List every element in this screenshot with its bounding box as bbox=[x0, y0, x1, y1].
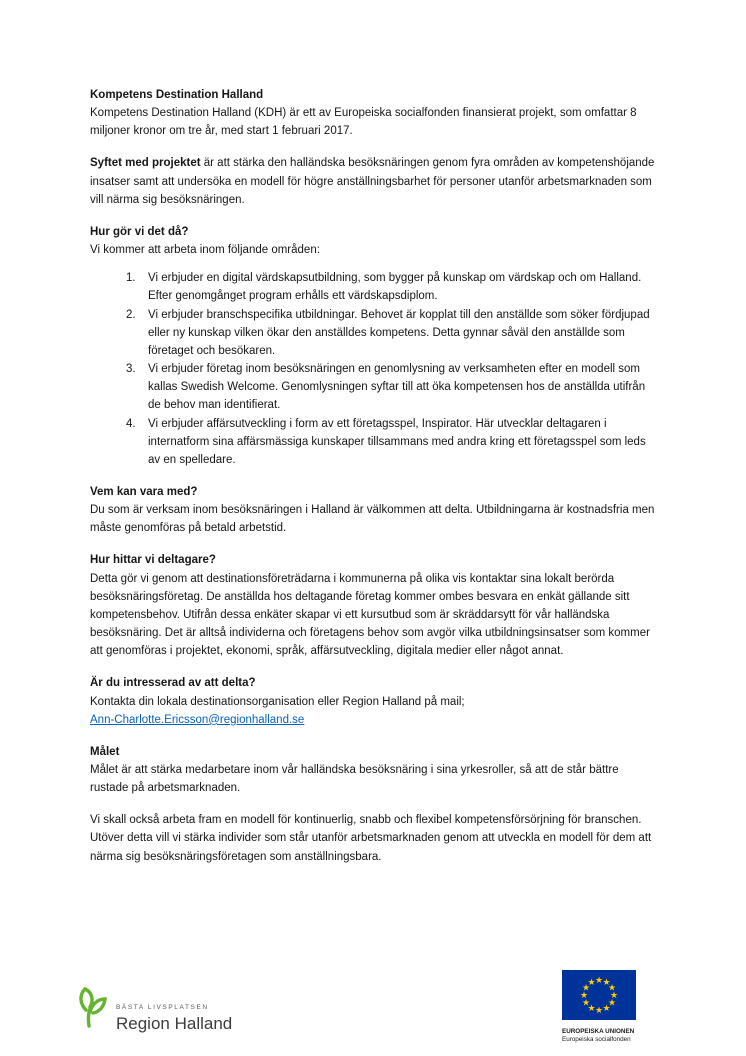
list-item bbox=[126, 269, 657, 305]
section-malet bbox=[90, 743, 657, 866]
svg-text:★: ★ bbox=[581, 983, 591, 994]
svg-text:★: ★ bbox=[581, 998, 591, 1009]
section-syfte bbox=[90, 154, 657, 208]
section-syfte-text: är att stärka den halländska besöksnäringen genom fyra områden av kompetenshöjande insatser samt att undersöka en modell för högre anställningsbarhet för personer utanför arbetsmarknaden som vill närma sig besöksnäringen. bbox=[90, 157, 655, 206]
region-halland-text bbox=[116, 1003, 232, 1034]
region-halland-logo bbox=[76, 986, 232, 1034]
numbered-list bbox=[90, 269, 657, 469]
list-item-number: 1. bbox=[126, 272, 136, 285]
section-syfte-paragraph bbox=[90, 154, 657, 208]
section-intresserad bbox=[90, 674, 657, 728]
list-item-number: 4. bbox=[126, 417, 136, 430]
svg-text:★: ★ bbox=[594, 1006, 604, 1017]
list-item bbox=[126, 306, 657, 360]
eu-logo-block bbox=[562, 970, 642, 1044]
section-vem-paragraph: Du som är verksam inom besöksnäringen i Halland är välkommen att delta. Utbildningarna är kostnadsfria men måste genomföras på betald arbetstid. bbox=[90, 504, 655, 535]
svg-text:★: ★ bbox=[587, 1004, 596, 1015]
svg-text:★: ★ bbox=[594, 976, 604, 987]
section-syfte-lead: Syftet med projektet bbox=[90, 157, 201, 170]
svg-text:★: ★ bbox=[602, 978, 611, 989]
list-item-text: Vi erbjuder branschspecifika utbildningar. Behovet är kopplat till den anställde som söker fördjupad eller ny kunskap vilken ökar den anställdes kompetens. Detta gynnar såväl den anställde som företaget och besökaren. bbox=[148, 308, 650, 357]
section-intro-heading: Kompetens Destination Halland bbox=[90, 89, 264, 101]
region-halland-tagline: BÄSTA LIVSPLATSEN bbox=[116, 1003, 209, 1011]
section-vem bbox=[90, 483, 657, 537]
list-item bbox=[126, 360, 657, 414]
section-hur-heading: Hur gör vi det då? bbox=[90, 225, 189, 238]
eu-union-label: EUROPEISKA UNIONEN bbox=[562, 1028, 635, 1036]
section-malet-paragraph-2: Vi skall också arbeta fram en modell för kontinuerlig, snabb och flexibel kompetensförsörjning för branschen. Utöver detta vill vi stärka individer som står utanför arbetsmarknaden genom att utveckla en modell för dem att närma sig besöksnäringsföretagen som anställningsbara. bbox=[90, 814, 652, 863]
list-item-text: Vi erbjuder en digital värdskapsutbildning, som bygger på kunskap om värdskap och om Halland. Efter genomgånget program erhålls ett värdskapsdiplom. bbox=[148, 272, 642, 303]
list-item-text: Vi erbjuder affärsutveckling i form av ett företagsspel, Inspirator. Här utvecklar deltagaren i internatform sina affärsmässiga kunskaper tillsammans med andra kring ett företagsspel som leds av en spelledare. bbox=[148, 417, 646, 466]
list-item-text: Vi erbjuder företag inom besöksnäringen en genomlysning av verksamheten efter en modell som kallas Swedish Welcome. Genomlysningen syftar till att öka kompetensen hos de anställda utifrån de behov man identifierat. bbox=[148, 363, 646, 412]
list-item-number: 2. bbox=[126, 308, 136, 321]
list-item bbox=[126, 415, 657, 469]
section-hittar-heading: Hur hittar vi deltagare? bbox=[90, 554, 216, 567]
section-hur bbox=[90, 223, 657, 469]
section-hittar bbox=[90, 551, 657, 660]
section-intresserad-heading: Är du intresserad av att delta? bbox=[90, 677, 256, 690]
section-hittar-paragraph: Detta gör vi genom att destinationsföreträdarna i kommunerna på olika vis kontaktar sina lokalt berörda besöksnäringsföretag. De anställda hos deltagande företag kommer ombes besvara en enkät gällande sitt kompetensbehov. Utifrån dessa enkäter skapar vi ett kursutbud som är skräddarsytt för vår halländska besöksnäring. Det är alltså individerna och företagens behov som avgör vilka utbildningsinsatser som kommer att genomföras i projektet, ekonomi, språk, affärsutveckling, digitala medier eller något annat. bbox=[90, 572, 650, 658]
svg-text:★: ★ bbox=[587, 978, 596, 989]
section-vem-heading: Vem kan vara med? bbox=[90, 485, 198, 498]
region-halland-mark-icon bbox=[76, 986, 108, 1034]
document-body bbox=[90, 86, 657, 880]
list-item-number: 3. bbox=[126, 363, 136, 376]
region-halland-name: Region Halland bbox=[116, 1014, 233, 1033]
eu-text bbox=[562, 1028, 642, 1044]
section-intro-paragraph: Kompetens Destination Halland (KDH) är ett av Europeiska socialfonden finansierat projekt, som omfattar 8 miljoner kronor om tre år, med start 1 februari 2017. bbox=[90, 107, 637, 138]
eu-socialfond-label: Europeiska socialfonden bbox=[562, 1036, 631, 1044]
page-footer bbox=[0, 966, 746, 1056]
section-malet-paragraph-1: Målet är att stärka medarbetare inom vår halländska besöksnäring i sina yrkesroller, så att de står bättre rustade på arbetsmarknaden. bbox=[90, 764, 619, 795]
section-intresserad-paragraph: Kontakta din lokala destinationsorganisation eller Region Halland på mail; bbox=[90, 695, 465, 708]
eu-flag-icon bbox=[562, 970, 642, 1026]
section-intro bbox=[90, 86, 657, 140]
svg-text:★: ★ bbox=[609, 991, 619, 1002]
section-malet-heading: Målet bbox=[90, 745, 120, 758]
svg-text:★: ★ bbox=[579, 991, 589, 1002]
svg-text:★: ★ bbox=[602, 1004, 611, 1015]
contact-email-link[interactable]: Ann-Charlotte.Ericsson@regionhalland.se bbox=[90, 713, 305, 726]
section-hur-intro: Vi kommer att arbeta inom följande områden: bbox=[90, 244, 320, 257]
svg-text:★: ★ bbox=[607, 983, 617, 994]
svg-text:★: ★ bbox=[607, 998, 617, 1009]
